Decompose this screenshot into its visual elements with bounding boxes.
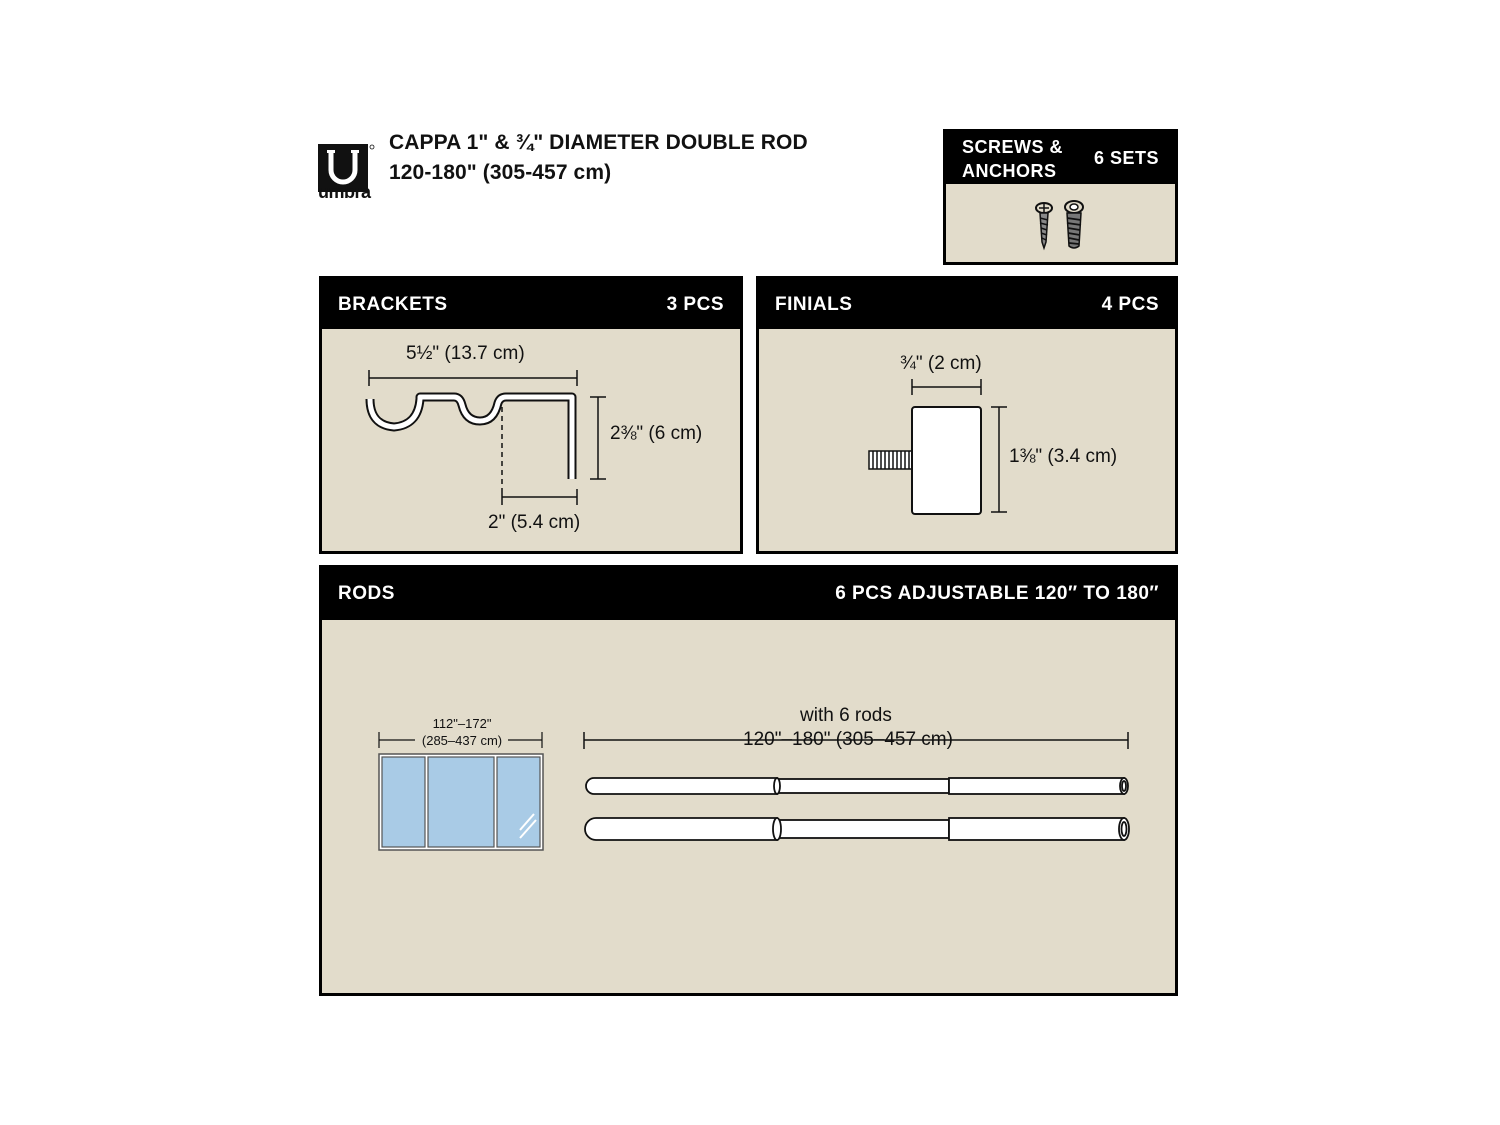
rod-range-label: 120"–180" (305–457 cm) [737, 729, 959, 751]
rods-drawing [322, 568, 1182, 868]
brand-name: umbra [318, 182, 371, 202]
product-title: CAPPA 1" & ¾" DIAMETER DOUBLE ROD [389, 131, 808, 154]
finials-qty: 4 PCS [1101, 294, 1159, 315]
finial-height-label: 1⅜" (3.4 cm) [1009, 446, 1118, 467]
brackets-qty: 3 PCS [666, 294, 724, 315]
rod-one-inch [585, 818, 1129, 840]
finial-width-label: ¾" (2 cm) [900, 353, 982, 374]
bracket-height-label: 2⅜" (6 cm) [610, 423, 703, 444]
window-icon [379, 754, 543, 850]
screws-anchors-panel [943, 129, 1178, 265]
bracket-return-label: 2" (5.4 cm) [488, 512, 581, 533]
brackets-panel [319, 276, 743, 554]
rod-three-quarter [586, 778, 1128, 794]
product-size-range: 120-180" (305-457 cm) [389, 161, 612, 184]
bracket-drawing [322, 279, 742, 499]
brackets-label: BRACKETS [338, 294, 448, 315]
screws-qty: 6 SETS [1093, 148, 1159, 168]
rods-label: RODS [338, 583, 395, 604]
finials-panel [756, 276, 1178, 554]
anchor-icon [1062, 200, 1086, 252]
bracket-width-label: 5½" (13.7 cm) [406, 343, 525, 364]
rods-qty: 6 PCS ADJUSTABLE 120″ TO 180″ [835, 583, 1159, 604]
rods-panel [319, 565, 1178, 996]
window-range-label: 112"–172" [432, 716, 492, 731]
with-rods-label: with 6 rods [800, 705, 892, 726]
window-range-cm-label: (285–437 cm) [421, 733, 503, 748]
finial-drawing [759, 279, 1179, 499]
screws-label: SCREWS & ANCHORS [962, 137, 1064, 181]
screw-icon [1034, 202, 1054, 252]
finials-label: FINIALS [775, 294, 853, 315]
screws-header [946, 132, 1175, 184]
